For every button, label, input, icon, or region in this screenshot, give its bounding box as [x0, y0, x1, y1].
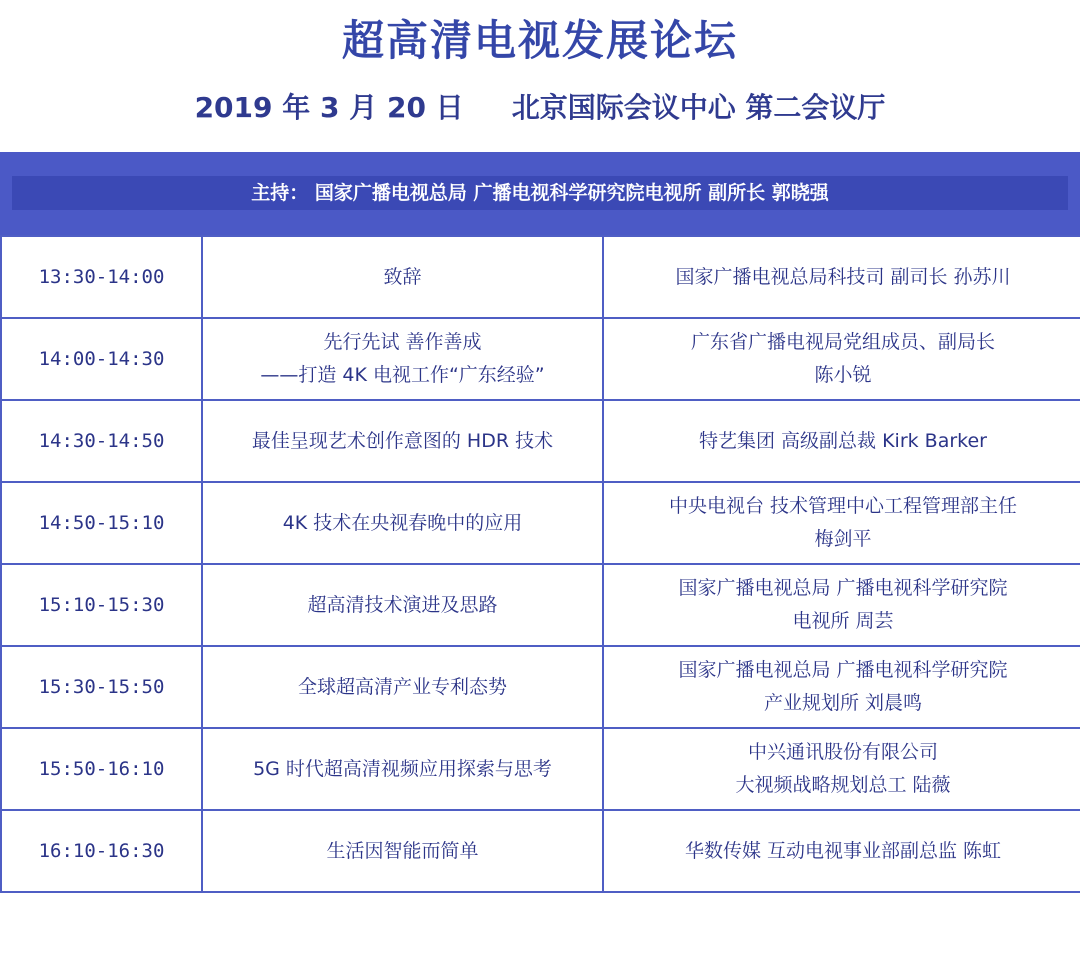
page-header	[0, 0, 1080, 152]
topic-cell	[202, 728, 603, 810]
event-date: 2019 年 3 月 20 日	[194, 91, 464, 124]
speaker-line: 中兴通讯股份有限公司	[747, 741, 938, 763]
host-name: 国家广播电视总局 广播电视科学研究院电视所 副所长 郭晓强	[314, 182, 829, 204]
topic-cell	[202, 564, 603, 646]
topic-cell	[202, 482, 603, 564]
table-row	[1, 236, 1080, 318]
topic-line: ——打造 4K 电视工作“广东经验”	[260, 364, 545, 386]
time-cell: 16:10-16:30	[1, 810, 202, 892]
speaker-line: 梅剑平	[814, 528, 872, 550]
speaker-cell	[603, 318, 1080, 400]
topic-line: 4K 技术在央视春晚中的应用	[282, 511, 523, 534]
speaker-line: 广东省广播电视局党组成员、副局长	[690, 331, 995, 353]
speaker-line: 产业规划所 刘晨鸣	[763, 692, 923, 714]
speaker-line: 电视所 周芸	[792, 610, 894, 632]
speaker-cell	[603, 400, 1080, 482]
page-title: 超高清电视发展论坛	[341, 16, 738, 65]
time-cell: 13:30-14:00	[1, 236, 202, 318]
topic-line: 先行先试 善作善成	[323, 331, 482, 353]
topic-line: 5G 时代超高清视频应用探索与思考	[253, 757, 552, 780]
topic-line: 全球超高清产业专利态势	[297, 675, 507, 698]
topic-cell	[202, 810, 603, 892]
speaker-cell	[603, 728, 1080, 810]
schedule-table	[0, 235, 1080, 893]
topic-line: 最佳呈现艺术创作意图的 HDR 技术	[251, 429, 554, 452]
speaker-line: 中央电视台 技术管理中心工程管理部主任	[668, 495, 1018, 517]
event-info	[0, 86, 1080, 126]
speaker-line: 国家广播电视总局科技司 副司长 孙苏川	[675, 265, 1011, 288]
schedule-body	[1, 236, 1080, 892]
host-label: 主持：	[251, 182, 309, 204]
topic-cell	[202, 318, 603, 400]
topic-cell	[202, 400, 603, 482]
speaker-cell	[603, 810, 1080, 892]
speaker-line: 国家广播电视总局 广播电视科学研究院	[678, 577, 1008, 599]
table-row	[1, 318, 1080, 400]
topic-line: 生活因智能而简单	[326, 839, 479, 862]
topic-line: 超高清技术演进及思路	[307, 593, 498, 616]
time-cell: 14:00-14:30	[1, 318, 202, 400]
topic-cell	[202, 646, 603, 728]
speaker-line: 大视频战略规划总工 陆薇	[735, 774, 951, 796]
table-row	[1, 482, 1080, 564]
speaker-cell	[603, 236, 1080, 318]
speaker-cell	[603, 646, 1080, 728]
time-cell: 15:10-15:30	[1, 564, 202, 646]
speaker-cell	[603, 564, 1080, 646]
time-cell: 15:30-15:50	[1, 646, 202, 728]
table-row	[1, 646, 1080, 728]
speaker-line: 国家广播电视总局 广播电视科学研究院	[678, 659, 1008, 681]
time-cell: 14:30-14:50	[1, 400, 202, 482]
topic-cell	[202, 236, 603, 318]
speaker-line: 特艺集团 高级副总裁 Kirk Barker	[699, 429, 987, 452]
table-row	[1, 400, 1080, 482]
table-row	[1, 810, 1080, 892]
event-venue: 北京国际会议中心 第二会议厅	[511, 91, 886, 124]
topic-line: 致辞	[383, 265, 422, 288]
speaker-line: 陈小锐	[814, 364, 872, 386]
table-row	[1, 728, 1080, 810]
speaker-cell	[603, 482, 1080, 564]
time-cell: 15:50-16:10	[1, 728, 202, 810]
table-row	[1, 564, 1080, 646]
time-cell: 14:50-15:10	[1, 482, 202, 564]
host-bar	[12, 176, 1068, 210]
speaker-line: 华数传媒 互动电视事业部副总监 陈虹	[684, 839, 1002, 862]
